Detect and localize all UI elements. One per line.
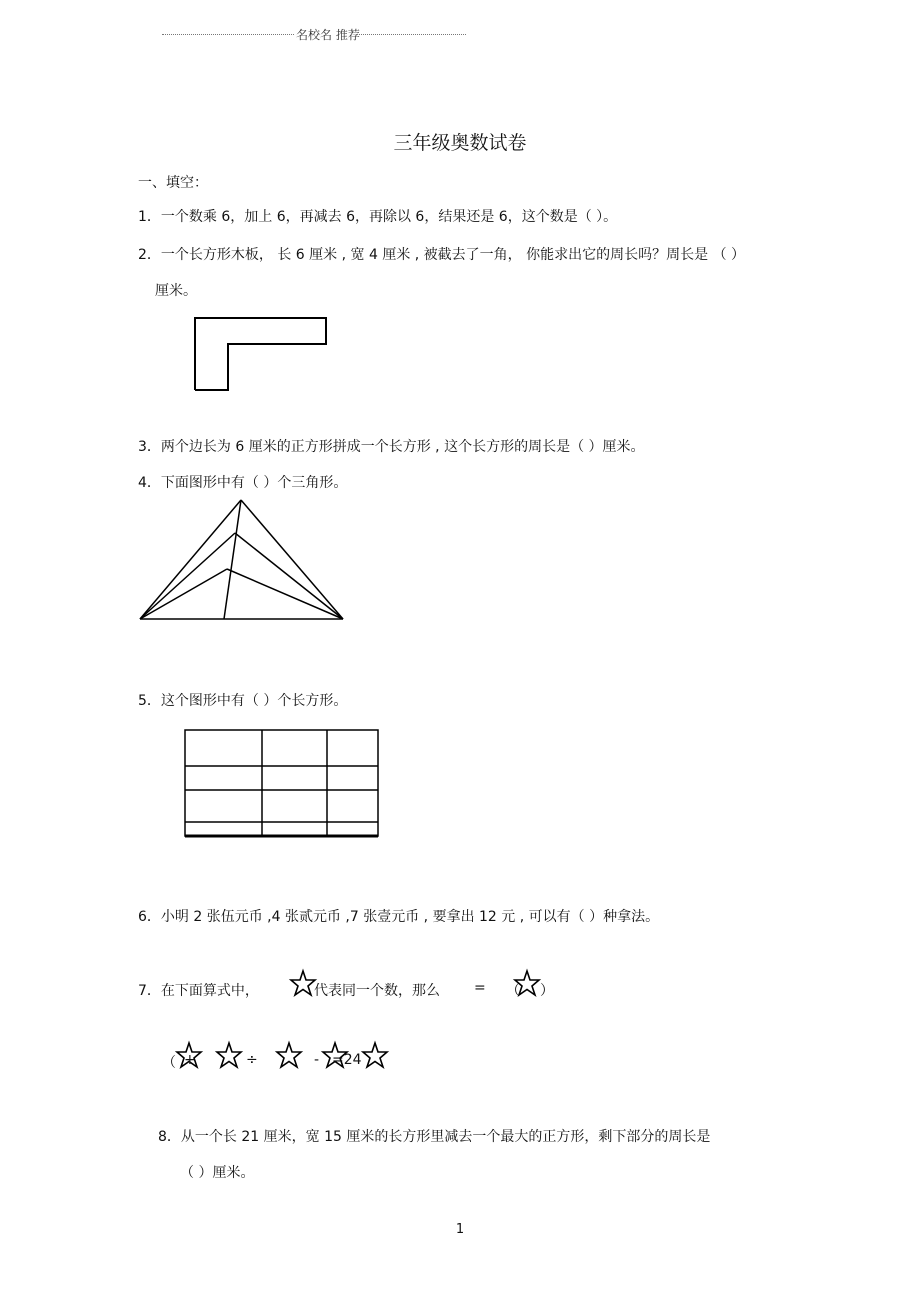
question-5: 5．这个图形中有（ ）个长方形。 — [138, 693, 348, 709]
star-icon — [216, 1042, 242, 1068]
equation-result: =24 — [332, 1052, 362, 1068]
header-dotted-line-left — [162, 34, 294, 35]
question-1: 1．一个数乘 6，加上 6，再减去 6，再除以 6，结果还是 6，这个数是（ ）。 — [138, 209, 618, 225]
question-2-line-1: 2．一个长方形木板， 长 6 厘米 , 宽 4 厘米 , 被截去了一角， 你能求出它的周长吗？周长是 （ ） — [138, 247, 746, 263]
equation-plus: + — [184, 1052, 196, 1068]
question-7-open-paren: （ — [506, 983, 520, 999]
header-text: 名校名 推荐 — [296, 28, 360, 42]
question-7-equals: = — [474, 980, 486, 996]
rectangle-grid-figure — [182, 728, 382, 840]
page-title: 三年级奥数试卷 — [393, 132, 527, 154]
question-3: 3．两个边长为 6 厘米的正方形拼成一个长方形 , 这个长方形的周长是（ ）厘米。 — [138, 439, 645, 455]
triangle-figure — [138, 496, 348, 626]
question-8-line-1: 8．从一个长 21 厘米，宽 15 厘米的长方形里减去一个最大的正方形，剩下部分的周长是 — [158, 1129, 711, 1145]
question-7-close-paren: ） — [540, 983, 554, 999]
page-number: 1 — [455, 1222, 465, 1237]
equation-divide: ÷ — [246, 1052, 258, 1068]
question-7-middle: 代表同一个数，那么 — [314, 983, 440, 999]
question-4: 4．下面图形中有（ ）个三角形。 — [138, 475, 348, 491]
star-icon — [276, 1042, 302, 1068]
question-2-line-2: 厘米。 — [155, 283, 197, 299]
question-7-prefix: 7．在下面算式中， — [138, 983, 259, 999]
question-6: 6．小明 2 张伍元币 ,4 张贰元币 ,7 张壹元币 , 要拿出 12 元 , 可以有（ ）种拿法。 — [138, 909, 660, 925]
equation-minus: - — [314, 1052, 320, 1068]
star-icon — [514, 970, 540, 996]
question-8-line-2: （ ）厘米。 — [180, 1165, 255, 1181]
l-shape-figure — [190, 314, 330, 394]
header-dotted-line-right — [356, 34, 466, 35]
section-heading: 一、填空： — [138, 175, 208, 191]
equation-open-paren: （ — [162, 1055, 176, 1071]
star-icon — [362, 1042, 388, 1068]
star-icon — [290, 970, 316, 996]
